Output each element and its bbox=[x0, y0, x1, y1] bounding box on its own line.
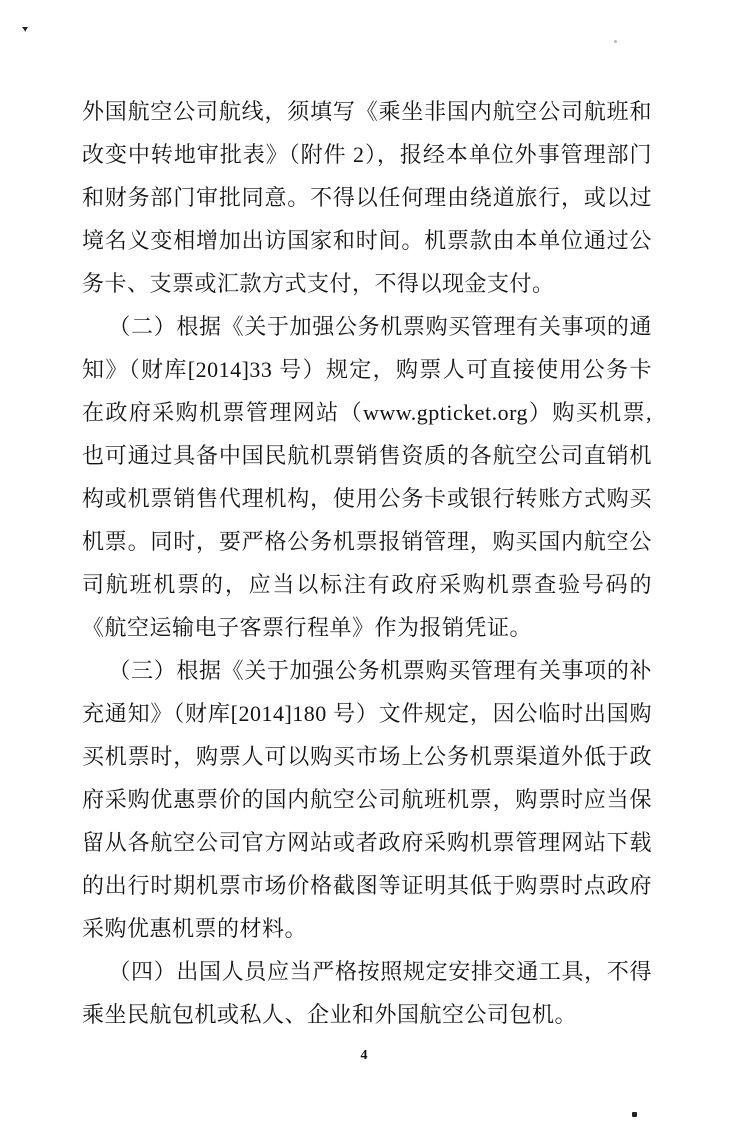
ink-speck-icon bbox=[22, 27, 28, 32]
paragraph-item-3: （三）根据《关于加强公务机票购买管理有关事项的补充通知》（财库[2014]180 号）文件规定，因公临时出国购买机票时，购票人可以购买市场上公务机票渠道外低于政府采购优惠票价的国内航空公司航班机票，购票时应当保留从各航空公司官方网站或者政府采购机票管理网站下载的出行时期机票市场价格截图等证明其低于购票时点政府采购优惠机票的材料。 bbox=[82, 658, 652, 941]
paragraph-item-4: （四）出国人员应当严格按照规定安排交通工具，不得乘坐民航包机或私人、企业和外国航空公司包机。 bbox=[82, 959, 652, 1027]
ink-speck-icon bbox=[632, 1112, 637, 1117]
paragraph-continuation: 外国航空公司航线，须填写《乘坐非国内航空公司航班和改变中转地审批表》（附件 2），报经本单位外事管理部门和财务部门审批同意。不得以任何理由绕道旅行，或以过境名义变相增加出访国家和时间。机票款由本单位通过公务卡、支票或汇款方式支付，不得以现金支付。 bbox=[82, 99, 652, 296]
document-body-text bbox=[82, 90, 652, 1036]
paragraph-item-2: （二）根据《关于加强公务机票购买管理有关事项的通知》（财库[2014]33 号）规定，购票人可直接使用公务卡在政府采购机票管理网站（www.gpticket.org）购买机票,也可通过具备中国民航机票销售资质的各航空公司直销机构或机票销售代理机构，使用公务卡或银行转账方式购买机票。同时，要严格公务机票报销管理，购买国内航空公司航班机票的，应当以标注有政府采购机票查验号码的《航空运输电子客票行程单》作为报销凭证。 bbox=[82, 314, 652, 640]
page-number: 4 bbox=[360, 1048, 368, 1063]
ink-speck-icon bbox=[614, 40, 617, 43]
